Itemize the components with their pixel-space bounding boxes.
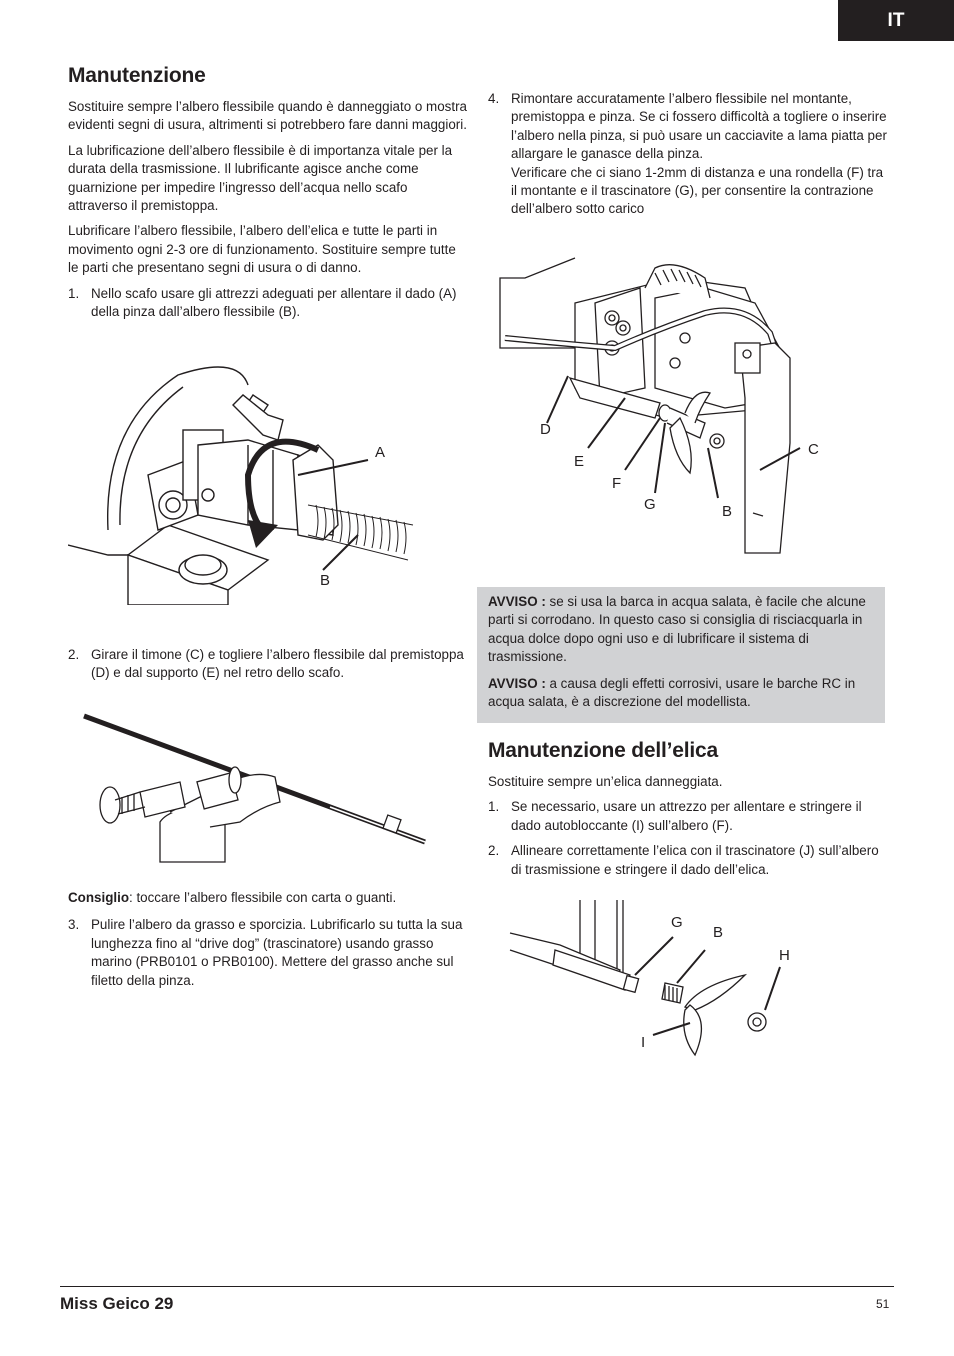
- figure-propeller: [505, 895, 805, 1070]
- notice-2-text: a causa degli effetti corrosivi, usare le barche RC in acqua salata, è a discrezione del modellista.: [488, 675, 856, 710]
- step-4-text-a: Rimontare accuratamente l’albero flessibile nel montante, premistoppa e pinza. Se ci fossero difficoltà a togliere o inserire l’albero nella pinza, si può usare un cacciavite a lama piatta per allargare le ganasce della pinza.: [511, 91, 887, 162]
- step-2-text: Girare il timone (C) e togliere l’albero flessibile dal premistoppa (D) e dal supporto (E) nel retro dello scafo.: [91, 647, 464, 681]
- figure-label-b-prop: B: [713, 924, 724, 941]
- step-3: [68, 916, 468, 990]
- step-1-number: 1.: [68, 285, 80, 301]
- tip-label: Consiglio: [68, 890, 129, 905]
- figure-label-d: D: [540, 421, 551, 438]
- figure-label-g: G: [644, 496, 656, 513]
- figure-label-i: I: [641, 1034, 646, 1051]
- prop-step-1-number: 1.: [488, 799, 500, 815]
- figure-label-g-prop: G: [671, 914, 683, 931]
- footer-product-title: Miss Geico 29: [60, 1294, 174, 1313]
- paragraph-lubricate-interval: Lubrificare l’albero flessibile, l’albero dell’elica e tutte le parti in movimento ogni 2-3 ore di funzionamento. Sostituire sempre tutte le parti che presentano segni di usura o di danno.: [68, 223, 456, 276]
- prop-step-1: [488, 798, 888, 835]
- step-1-text: Nello scafo usare gli attrezzi adeguati per allentare il dado (A) della pinza dall’albero flessibile (B).: [91, 285, 457, 320]
- left-column: [68, 64, 468, 328]
- step-3-text: Pulire l’albero da grasso e sporcizia. Lubrificarlo su tutta la sua lunghezza fino al “drive dog” (trascinatore) usando grasso marino (PRB0101 o PRB0100). Mettere del grasso anche sul filetto della pinza.: [91, 917, 463, 988]
- footer-divider: [60, 1286, 894, 1287]
- notice-discretion: [488, 675, 874, 712]
- figure-label-f: F: [612, 475, 622, 492]
- section-title-prop-maintenance: Manutenzione dell’elica: [488, 739, 718, 762]
- language-code: IT: [887, 9, 905, 31]
- notice-1-label: AVVISO :: [488, 594, 546, 609]
- notice-2-label: AVVISO :: [488, 675, 546, 691]
- figure-grease-shaft: [80, 712, 440, 867]
- prop-step-2-text: Allineare correttamente l’elica con il trascinatore (J) sull’albero di trasmissione e stringere il dado dell’elica.: [511, 843, 879, 877]
- figure-strut-rudder: [495, 248, 875, 568]
- paragraph-lubrication: La lubrificazione dell’albero flessibile è di importanza vitale per la durata della trasmissione. Il lubrificante agisce anche come guarnizione per impedire l’ingresso dell’acqua nello scafo attraverso il premistoppa.: [68, 142, 453, 214]
- figure-label-b: B: [320, 572, 331, 589]
- figure-label-b-strut: B: [722, 503, 733, 520]
- step-4-number: 4.: [488, 91, 500, 106]
- step-4: [488, 90, 888, 219]
- tip-text: : toccare l’albero flessibile con carta o guanti.: [129, 890, 397, 905]
- tip-paragraph: [68, 889, 468, 907]
- notice-salt-water: [488, 593, 874, 667]
- step-2: [68, 646, 468, 683]
- language-tab: [838, 0, 954, 41]
- step-4-text-b: Verificare che ci siano 1-2mm di distanza e una rondella (F) tra il montante e il trascinatore (G), per consentire la contrazione dell’albero sotto carico: [511, 164, 884, 217]
- right-column-prop: [488, 739, 888, 886]
- section-title-maintenance: Manutenzione: [68, 64, 206, 87]
- right-column: [488, 90, 888, 226]
- prop-step-2: [488, 842, 888, 879]
- figure-label-e: E: [574, 453, 585, 470]
- step-1: [68, 285, 468, 322]
- figure-label-h: H: [779, 947, 790, 964]
- paragraph-replace-shaft: Sostituire sempre l’albero flessibile quando è danneggiato o mostra evidenti segni di usura, altrimenti si potrebbero fare danni maggiori.: [68, 99, 467, 133]
- step-2-number: 2.: [68, 647, 80, 662]
- prop-step-1-text: Se necessario, usare un attrezzo per allentare e stringere il dado autobloccante (I) sull’albero (F).: [511, 799, 862, 833]
- notice-1-text: se si usa la barca in acqua salata, è facile che alcune parti si corrodano. In questo caso si consiglia di risciacquarla in acqua dolce dopo ogni uso e di lubrificare il sistema di trasmissione.: [488, 594, 866, 665]
- figure-label-c: C: [808, 441, 819, 458]
- figure-collet-nut: [68, 365, 428, 605]
- prop-step-2-number: 2.: [488, 843, 500, 859]
- paragraph-replace-prop: Sostituire sempre un’elica danneggiata.: [488, 774, 723, 789]
- left-column-tip: [68, 889, 468, 997]
- notice-box: [477, 587, 885, 723]
- figure-label-a: A: [375, 444, 386, 461]
- step-3-number: 3.: [68, 917, 80, 933]
- page-number: 51: [876, 1297, 890, 1311]
- left-column-step2: [68, 646, 468, 690]
